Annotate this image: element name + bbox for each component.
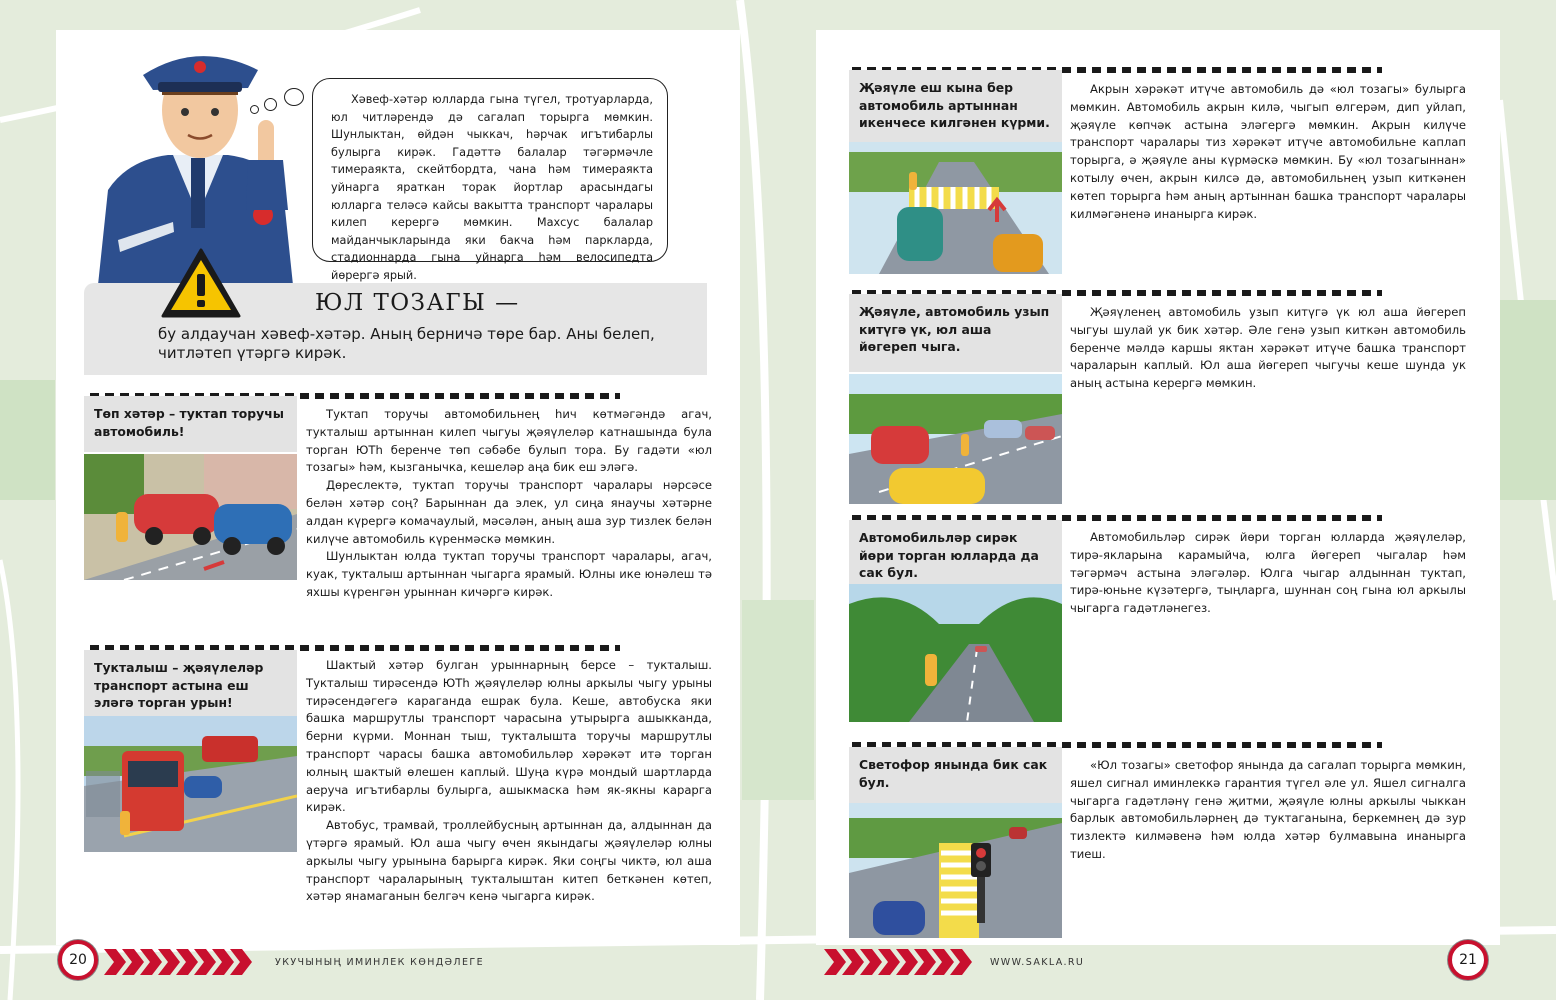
illustration-traffic-light — [849, 803, 1062, 938]
section-heading: Төп хәтәр – туктап торучы автомобиль! — [84, 396, 297, 452]
section-heading: Җәяүле еш кына бер автомобиль артыннан икенчесе килгәнен күрми. — [849, 70, 1062, 142]
illustration-parked-cars — [84, 454, 297, 580]
band-title: ЮЛ ТОЗАГЫ — — [315, 290, 520, 316]
thought-bubble-medium — [264, 98, 277, 111]
footer-title: УКУЧЫНЫҢ ИМИНЛЕК КӨНДӘЛЕГЕ — [275, 957, 484, 968]
section-body — [1070, 81, 1466, 223]
chevron-strip-icon — [104, 949, 260, 975]
footer-website: WWW.SAKLA.RU — [990, 957, 1085, 968]
illustration-running-pedestrian — [849, 374, 1062, 504]
paragraph: Акрын хәрәкәт итүче автомобиль дә «юл тозагы» булырга мөмкин. Автомобиль акрын килә, чыгып өлгерәм, дип уйлап, җәяүле көпчәк астына эләгергә мөмкин. Акрын килүче транспорт чаралары тиз хәрәкәт итүче автомобильне каплап торырга, ә җәяүле аны күрмәскә мөмкин. Бу «юл тозагыннан» котылу өчен, акрын килсә дә, автомобильнең узып киткәнен көтеп торырга һәм аның артыннан башка транспорт чаралары килмәгәненә инанырга кирәк. — [1070, 82, 1466, 221]
warning-triangle-icon — [160, 247, 242, 319]
paragraph: Шунлыктан юлда туктап торучы транспорт чаралары, агач, куак, тукталыш артыннан чыгарга ярамый. Юлны ике юнәлеш тә яхшы күренгән урыннан кичәргә кирәк. — [306, 549, 712, 599]
paragraph: Җәяүленең автомобиль узып китүгә үк юл аша йөгереп чыгуы шулай ук бик хәтәр. Әле генә узып киткән автомобиль беренче мәлдә каршы яктан хәрәкәт итүче башка транспорт чараларын каплый. Юл аша йөгереп чыгучы кеше шунда ук аның астына керергә мөмкин. — [1070, 305, 1466, 391]
section-body — [1070, 529, 1466, 618]
chevron-strip-icon — [824, 949, 980, 975]
section-heading: Җәяүле, автомобиль узып китүгә үк, юл аша йөгереп чыга. — [849, 294, 1062, 372]
illustration-quiet-road — [849, 584, 1062, 722]
thought-bubble-small — [250, 105, 259, 114]
page-number-left: 20 — [58, 940, 98, 980]
section-body — [1070, 757, 1466, 864]
speech-bubble: Хәвеф-хәтәр юлларда гына түгел, тротуарларда, юл читләрендә дә сагалап торырга мөмкин. Шунлыктан, өйдән чыккач, һәрчак игътибарлы булырга кирәк. Гадәттә балалар тәгәрмәчле тимераякта, скейтбордта, чана һәм тимераякта уйнарга яраткан торак йортлар арасындагы юлларга теләсә кайсы вакытта транспорт чаралары килеп керергә мөмкин. Махсус балалар майданчыкларында яки бакча һәм паркларда, стадионнарда гына уйнарга һәм велосипедта йөрергә ярый. — [312, 78, 668, 262]
thought-bubble-large — [284, 88, 304, 106]
page-number-right: 21 — [1448, 940, 1488, 980]
section-body — [306, 406, 712, 602]
illustration-bus-stop — [84, 716, 297, 852]
paragraph: Туктап торучы автомобильнең һич көтмәгәндә агач, тукталыш артыннан килеп чыгуы җәяүлеләр катнашында була торган ЮТһ беренче төп сәбәбе булып тора. Бу гадәти «юл тозагы» һәм, кызганычка, кешеләр аңа бик еш эләгә. — [306, 407, 712, 475]
section-heading: Автомобильләр сирәк йөри торган юлларда да сак бул. — [849, 520, 1062, 584]
section-body — [1070, 304, 1466, 393]
paragraph: Автомобильләр сирәк йөри торган юлларда җәяүлеләр, тирә-якларына карамыйча, юлга йөгереп чыгалар һәм тәгәрмәч астына эләгәләр. Юлга чыгар алдыннан туктап, тирә-юньне күзәтергә, тыңларга, шуннан соң гына юл аркылы чыгарга гадәтләнегез. — [1070, 530, 1466, 616]
paragraph: Дөреслектә, туктап торучы транспорт чаралары нәрсәсе белән хәтәр соң? Барыннан да элек, ул сиңа янаучы хәтәрне алдан күрергә комачаулый, мәсәлән, аның аша зур тизлек белән килүче автомобиль күренмәскә мөмкин. — [306, 478, 712, 546]
section-heading: Тукталыш – җәяүлеләр транспорт астына еш эләгә торган урын! — [84, 650, 297, 716]
section-heading: Светофор янында бик сак бул. — [849, 747, 1062, 803]
band-subtitle: бу алдаучан хәвеф-хәтәр. Аның берничә төре бар. Аны белеп, читләтеп үтәргә кирәк. — [158, 325, 655, 362]
illustration-slow-car — [849, 142, 1062, 274]
paragraph: Шактый хәтәр булган урыннарның берсе – тукталыш. Тукталыш тирәсендә ЮТһ җәяүлеләр юлны аркылы чыгу урыны тирәсендәгегә караганда ешрак була. Кеше, автобуска яки башка маршрутлы транспорт чарасына утырырга ашыкканда, берни күрми. Моннан тыш, тукталышта торучы маршрутлы транспорт чарасы башка автомобильләр хәрәкәт итә торган юлның шактый өлешен каплый. Шуңа күрә мондый шартларда аеруча игътибарлы булырга, ашыкмаска һәм як-якны карарга кирәк. — [306, 658, 712, 815]
paragraph: Автобус, трамвай, троллейбусның артыннан да, алдыннан да үтәргә ярамый. Юл аша чыгу өчен якындагы җәяүлеләр юлны аркылы чыгу урынына барырга кирәк. Яки соңгы чиктә, юл аша транспорт чараларының тукталыштан китеп беткәнен көтеп, хәтәр янамаганын белгәч кенә чыгарга кирәк. — [306, 818, 712, 904]
section-body — [306, 657, 712, 906]
paragraph: «Юл тозагы» светофор янында да сагалап торырга мөмкин, яшел сигнал иминлеккә гарантия түгел әле ул. Яшел сигналга чыгарга гадәтләнү генә җитми, җәяүле юлны аркылы чыккан барлык автомобильләрнең дә туктаганына, беркемнең дә зур тизлектә килмәвенә һәм юлда хәтәр булмавына инанырга тиеш. — [1070, 758, 1466, 861]
